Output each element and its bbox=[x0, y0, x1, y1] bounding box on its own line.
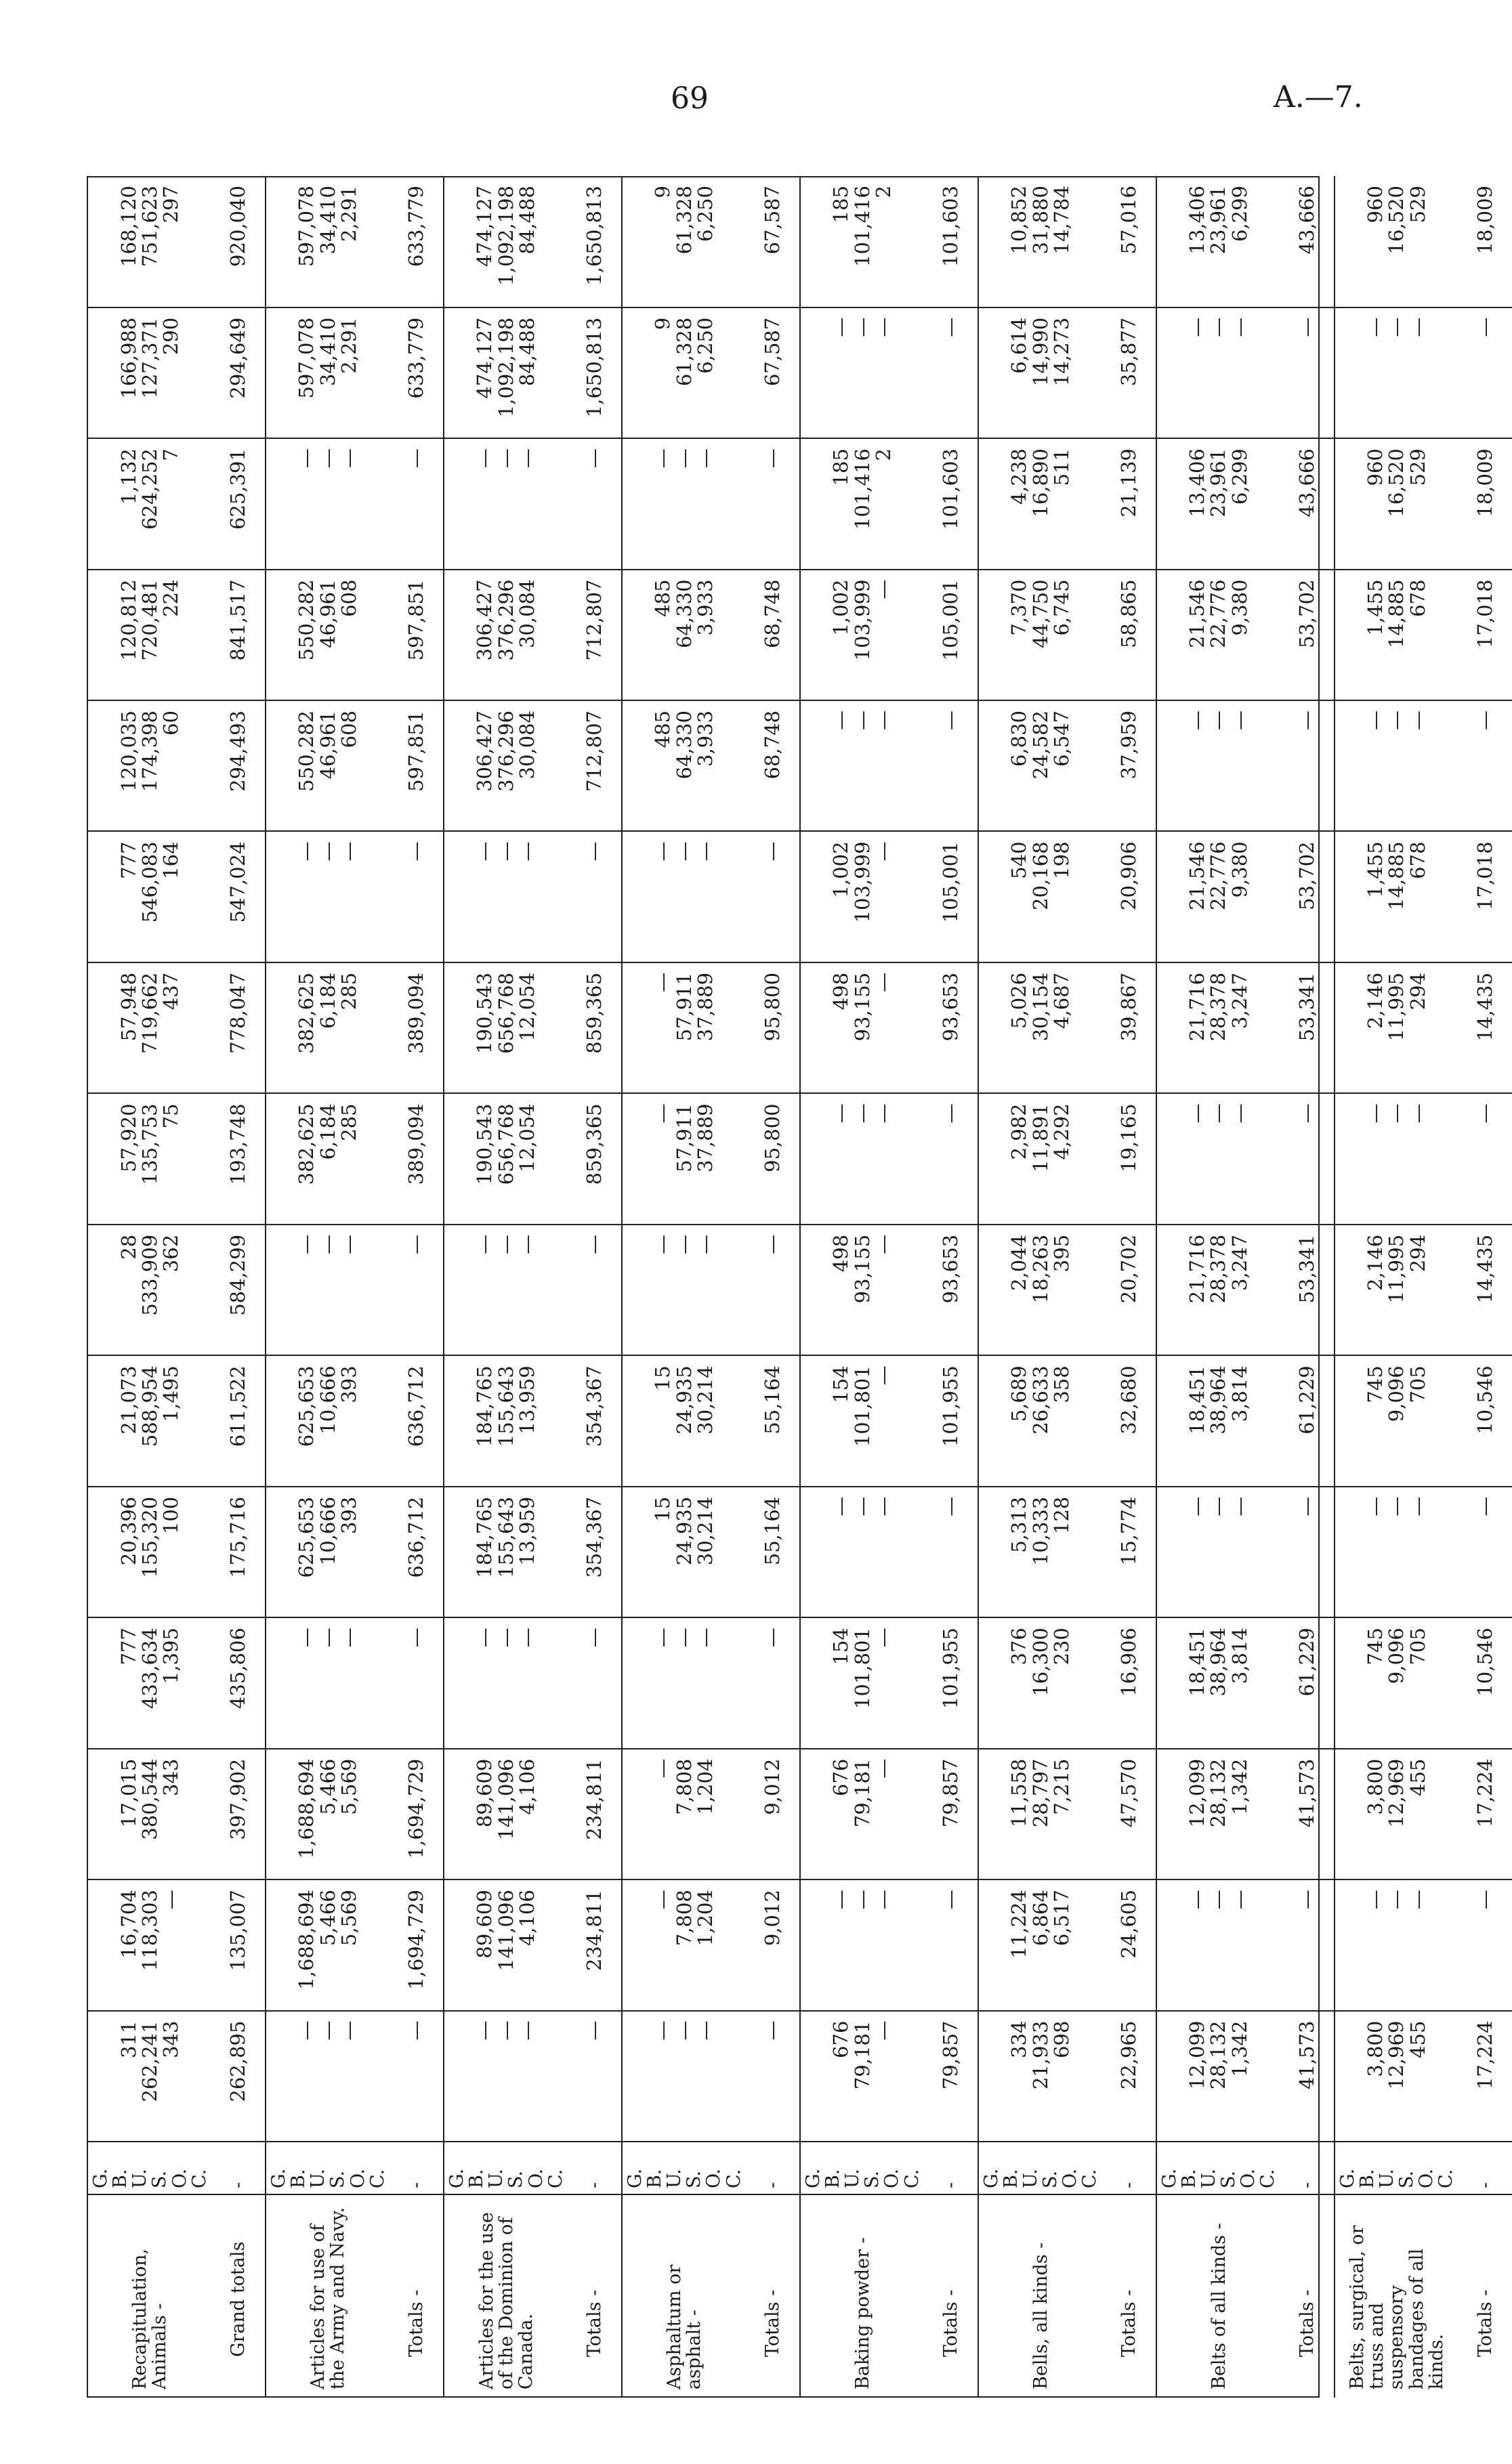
table-cell: 636,712 bbox=[390, 1355, 444, 1486]
rotated-table-wrapper bbox=[87, 176, 1496, 2398]
source-codes: - bbox=[1459, 2142, 1512, 2194]
table-cell: — — — bbox=[800, 1487, 925, 1617]
table-cell: 53,702 bbox=[1281, 570, 1335, 700]
table-cell: 625,653 10,666 393 bbox=[266, 1355, 390, 1486]
table-cell: 17,018 bbox=[1459, 570, 1512, 700]
table-cell: 1,002 103,999 — bbox=[800, 831, 925, 962]
source-codes: G. B. U. S. O. C. bbox=[800, 2142, 925, 2194]
table-cell: — bbox=[925, 1879, 978, 2010]
table-cell: — bbox=[1281, 1093, 1335, 1224]
table-cell: — — — bbox=[1335, 1879, 1459, 2010]
table-cell: 21,546 22,776 9,380 bbox=[1156, 831, 1281, 962]
table-row bbox=[1156, 176, 1281, 2398]
table-cell: 376 16,300 230 bbox=[978, 1617, 1103, 1748]
table-cell: 168,120 751,623 297 bbox=[87, 176, 212, 307]
table-cell: 101,603 bbox=[925, 438, 978, 569]
table-cell: 154 101,801 — bbox=[800, 1617, 925, 1748]
table-cell: — — — bbox=[266, 1225, 390, 1355]
table-cell: — — — bbox=[444, 438, 568, 569]
table-cell: 89,609 141,096 4,106 bbox=[444, 1879, 568, 2010]
table-cell: — bbox=[747, 1617, 800, 1748]
table-cell: — — — bbox=[622, 1225, 747, 1355]
table-cell: 777 433,634 1,395 bbox=[87, 1617, 212, 1748]
table-cell: — bbox=[1281, 700, 1335, 831]
table-cell: 58,865 bbox=[1103, 570, 1156, 700]
totals-row bbox=[568, 176, 622, 2398]
source-codes: - bbox=[925, 2142, 978, 2194]
table-cell: — bbox=[1459, 1487, 1512, 1617]
table-cell: — — — bbox=[266, 438, 390, 569]
table-cell: 184,765 155,643 13,959 bbox=[444, 1487, 568, 1617]
table-cell: 21,716 28,378 3,247 bbox=[1156, 1225, 1281, 1355]
table-cell: 21,716 28,378 3,247 bbox=[1156, 962, 1281, 1093]
table-cell: 17,015 380,544 343 bbox=[87, 1749, 212, 1879]
table-cell: 18,009 bbox=[1459, 176, 1512, 307]
table-cell: 15 24,935 30,214 bbox=[622, 1355, 747, 1486]
table-cell: 193,748 bbox=[212, 1093, 266, 1224]
table-cell: 20,702 bbox=[1103, 1225, 1156, 1355]
table-cell: 95,800 bbox=[747, 962, 800, 1093]
table-cell: — — — bbox=[1156, 1487, 1281, 1617]
table-cell: — — — bbox=[622, 831, 747, 962]
table-cell: 474,127 1,092,198 84,488 bbox=[444, 307, 568, 438]
totals-label: Totals - bbox=[1296, 2289, 1318, 2357]
table-cell: 21,139 bbox=[1103, 438, 1156, 569]
table-cell: 57,948 719,662 437 bbox=[87, 962, 212, 1093]
table-cell: 2,146 11,995 294 bbox=[1335, 962, 1459, 1093]
table-row bbox=[978, 176, 1103, 2398]
table-cell: 597,078 34,410 2,291 bbox=[266, 307, 390, 438]
table-row bbox=[1335, 176, 1459, 2398]
table-cell: — 7,808 1,204 bbox=[622, 1749, 747, 1879]
table-cell: 498 93,155 — bbox=[800, 1225, 925, 1355]
table-cell: 294,493 bbox=[212, 700, 266, 831]
table-cell: 597,078 34,410 2,291 bbox=[266, 176, 390, 307]
table-cell: 306,427 376,296 30,084 bbox=[444, 700, 568, 831]
table-cell: — bbox=[747, 1225, 800, 1355]
table-cell: 859,365 bbox=[568, 1093, 622, 1224]
table-cell: 14,435 bbox=[1459, 1225, 1512, 1355]
table-cell: 1,694,729 bbox=[390, 1879, 444, 2010]
table-cell: 101,603 bbox=[925, 176, 978, 307]
table-cell: 9,012 bbox=[747, 1749, 800, 1879]
table-cell: 435,806 bbox=[212, 1617, 266, 1748]
table-cell: 306,427 376,296 30,084 bbox=[444, 570, 568, 700]
table-cell: 68,748 bbox=[747, 700, 800, 831]
table-cell: 17,224 bbox=[1459, 1749, 1512, 1879]
table-cell: 540 20,168 198 bbox=[978, 831, 1103, 962]
table-cell: 17,018 bbox=[1459, 831, 1512, 962]
table-cell: 6,614 14,990 14,273 bbox=[978, 307, 1103, 438]
table-cell: — — — bbox=[1156, 1879, 1281, 2010]
totals-row bbox=[390, 176, 444, 2398]
table-cell: 13,406 23,961 6,299 bbox=[1156, 438, 1281, 569]
table-cell: 550,282 46,961 608 bbox=[266, 570, 390, 700]
table-cell: 1,455 14,885 678 bbox=[1335, 570, 1459, 700]
table-cell: — bbox=[925, 1093, 978, 1224]
table-cell: 474,127 1,092,198 84,488 bbox=[444, 176, 568, 307]
table-cell: 135,007 bbox=[212, 1879, 266, 2010]
table-cell: — — — bbox=[800, 1879, 925, 2010]
table-cell: 9 61,328 6,250 bbox=[622, 176, 747, 307]
table-cell: — bbox=[925, 700, 978, 831]
table-cell: 14,435 bbox=[1459, 962, 1512, 1093]
table-cell: 1,455 14,885 678 bbox=[1335, 831, 1459, 962]
table-cell: — 57,911 37,889 bbox=[622, 962, 747, 1093]
table-cell: 294,649 bbox=[212, 307, 266, 438]
table-cell: — bbox=[1281, 307, 1335, 438]
table-cell: 67,587 bbox=[747, 176, 800, 307]
table-cell: — bbox=[1281, 1487, 1335, 1617]
table-cell: 16,906 bbox=[1103, 1617, 1156, 1748]
table-cell: — — — bbox=[1156, 700, 1281, 831]
table-cell: 79,857 bbox=[925, 1749, 978, 1879]
table-cell: 334 21,933 698 bbox=[978, 2011, 1103, 2142]
totals-row bbox=[1103, 176, 1156, 2398]
table-row bbox=[87, 176, 212, 2398]
table-cell: 485 64,330 3,933 bbox=[622, 570, 747, 700]
table-cell: 354,367 bbox=[568, 1355, 622, 1486]
table-cell: 11,558 28,797 7,215 bbox=[978, 1749, 1103, 1879]
table-cell: 154 101,801 — bbox=[800, 1355, 925, 1486]
table-cell: 960 16,520 529 bbox=[1335, 176, 1459, 307]
table-cell: 20,396 155,320 100 bbox=[87, 1487, 212, 1617]
table-cell: 185 101,416 2 bbox=[800, 176, 925, 307]
table-cell: 79,857 bbox=[925, 2011, 978, 2142]
table-cell: 712,807 bbox=[568, 570, 622, 700]
table-cell: — bbox=[568, 831, 622, 962]
table-cell: 234,811 bbox=[568, 1749, 622, 1879]
table-cell: 55,164 bbox=[747, 1487, 800, 1617]
row-label: Articles for use of the Army and Navy. bbox=[266, 2194, 390, 2398]
table-cell: — — — bbox=[1335, 1487, 1459, 1617]
table-cell: — bbox=[568, 1225, 622, 1355]
table-cell: — bbox=[568, 2011, 622, 2142]
table-cell: — — — bbox=[266, 2011, 390, 2142]
table-cell: 53,341 bbox=[1281, 1225, 1335, 1355]
totals-label: Totals - bbox=[584, 2289, 606, 2357]
totals-row bbox=[747, 176, 800, 2398]
table-cell: 841,517 bbox=[212, 570, 266, 700]
source-codes: - bbox=[568, 2142, 622, 2194]
table-cell: 485 64,330 3,933 bbox=[622, 700, 747, 831]
table-cell: 12,099 28,132 1,342 bbox=[1156, 2011, 1281, 2142]
table-cell: — — — bbox=[444, 831, 568, 962]
table-cell: 10,546 bbox=[1459, 1355, 1512, 1486]
table-cell: — — — bbox=[800, 307, 925, 438]
table-cell: 57,016 bbox=[1103, 176, 1156, 307]
totals-label: Totals - bbox=[1474, 2289, 1496, 2357]
table-cell: — — — bbox=[444, 2011, 568, 2142]
table-cell: 18,451 38,964 3,814 bbox=[1156, 1617, 1281, 1748]
table-cell: 105,001 bbox=[925, 570, 978, 700]
table-cell: 184,765 155,643 13,959 bbox=[444, 1355, 568, 1486]
table-cell: — — — bbox=[1335, 1093, 1459, 1224]
table-cell: — — — bbox=[444, 1617, 568, 1748]
table-cell: 89,609 141,096 4,106 bbox=[444, 1749, 568, 1879]
table-cell: — — — bbox=[800, 1093, 925, 1224]
table-cell: — bbox=[390, 2011, 444, 2142]
totals-label: Totals - bbox=[762, 2289, 784, 2357]
table-cell: 7,370 44,750 6,745 bbox=[978, 570, 1103, 700]
table-cell: 15,774 bbox=[1103, 1487, 1156, 1617]
source-codes: G. B. U. S. O. C. bbox=[622, 2142, 747, 2194]
row-label: Asphaltum or asphalt - bbox=[622, 2194, 747, 2398]
table-cell: — — — bbox=[1335, 700, 1459, 831]
table-cell: 389,094 bbox=[390, 1093, 444, 1224]
totals-row bbox=[1459, 176, 1512, 2398]
table-cell: 636,712 bbox=[390, 1487, 444, 1617]
totals-label: Grand totals bbox=[228, 2241, 249, 2357]
table-cell: 859,365 bbox=[568, 962, 622, 1093]
table-cell: 101,955 bbox=[925, 1617, 978, 1748]
table-row bbox=[800, 176, 925, 2398]
table-cell: 597,851 bbox=[390, 570, 444, 700]
totals-label: Totals - bbox=[1118, 2289, 1140, 2357]
table-cell: — bbox=[390, 1225, 444, 1355]
table-row bbox=[622, 176, 747, 2398]
table-cell: 10,852 31,880 14,784 bbox=[978, 176, 1103, 307]
source-codes: G. B. U. S. O. C. bbox=[1156, 2142, 1281, 2194]
table-cell: 2,044 18,263 395 bbox=[978, 1225, 1103, 1355]
table-cell: 1,132 624,252 7 bbox=[87, 438, 212, 569]
table-cell: 611,522 bbox=[212, 1355, 266, 1486]
totals-label: Totals - bbox=[940, 2289, 962, 2357]
totals-label: Totals - bbox=[406, 2289, 427, 2357]
table-cell: 11,224 6,864 6,517 bbox=[978, 1879, 1103, 2010]
table-cell: 778,047 bbox=[212, 962, 266, 1093]
table-cell: — 57,911 37,889 bbox=[622, 1093, 747, 1224]
table-cell: 17,224 bbox=[1459, 2011, 1512, 2142]
table-cell: 15 24,935 30,214 bbox=[622, 1487, 747, 1617]
table-cell: 32,680 bbox=[1103, 1355, 1156, 1486]
table-cell: 597,851 bbox=[390, 700, 444, 831]
table-cell: 61,229 bbox=[1281, 1617, 1335, 1748]
table-cell: — bbox=[568, 438, 622, 569]
table-cell: 12,099 28,132 1,342 bbox=[1156, 1749, 1281, 1879]
table-cell: — bbox=[925, 1487, 978, 1617]
table-cell: 37,959 bbox=[1103, 700, 1156, 831]
table-cell: 960 16,520 529 bbox=[1335, 438, 1459, 569]
table-row bbox=[266, 176, 390, 2398]
table-cell: 21,073 588,954 1,495 bbox=[87, 1355, 212, 1486]
table-cell: — bbox=[747, 438, 800, 569]
table-body bbox=[87, 176, 1512, 2398]
table-cell: 105,001 bbox=[925, 831, 978, 962]
table-cell: 61,229 bbox=[1281, 1355, 1335, 1486]
table-cell: — bbox=[1459, 1093, 1512, 1224]
table-cell: 16,704 118,303 — bbox=[87, 1879, 212, 2010]
source-codes: G. B. U. S. O. C. bbox=[978, 2142, 1103, 2194]
table-cell: — bbox=[1459, 700, 1512, 831]
table-cell: — — — bbox=[800, 700, 925, 831]
table-cell: 1,650,813 bbox=[568, 176, 622, 307]
source-codes: G. B. U. S. O. C. bbox=[266, 2142, 390, 2194]
row-label: Bells, all kinds - bbox=[978, 2194, 1103, 2398]
table-cell: 389,094 bbox=[390, 962, 444, 1093]
page-number: 69 bbox=[671, 81, 709, 116]
table-cell: 22,965 bbox=[1103, 2011, 1156, 2142]
totals-row bbox=[212, 176, 266, 2398]
table-cell: 20,906 bbox=[1103, 831, 1156, 962]
table-cell: 382,625 6,184 285 bbox=[266, 962, 390, 1093]
row-label: Articles for the use of the Dominion of Canada. bbox=[444, 2194, 568, 2398]
table-cell: 712,807 bbox=[568, 700, 622, 831]
table-cell: — — — bbox=[1156, 307, 1281, 438]
source-codes: G. B. U. S. O. C. bbox=[1335, 2142, 1459, 2194]
table-cell: 166,988 127,371 290 bbox=[87, 307, 212, 438]
table-cell: 777 546,083 164 bbox=[87, 831, 212, 962]
table-cell: 5,313 10,333 128 bbox=[978, 1487, 1103, 1617]
table-row bbox=[444, 176, 568, 2398]
table-cell: 95,800 bbox=[747, 1093, 800, 1224]
table-cell: 39,867 bbox=[1103, 962, 1156, 1093]
table-cell: 625,653 10,666 393 bbox=[266, 1487, 390, 1617]
table-cell: 4,238 16,890 511 bbox=[978, 438, 1103, 569]
table-cell: 1,688,694 5,466 5,569 bbox=[266, 1749, 390, 1879]
row-label: Belts of all kinds - bbox=[1156, 2194, 1281, 2398]
table-cell: 354,367 bbox=[568, 1487, 622, 1617]
table-cell: 175,716 bbox=[212, 1487, 266, 1617]
table-cell: 43,666 bbox=[1281, 176, 1335, 307]
table-cell: 53,702 bbox=[1281, 831, 1335, 962]
totals-row bbox=[925, 176, 978, 2398]
table-cell: — — — bbox=[266, 831, 390, 962]
table-cell: 584,299 bbox=[212, 1225, 266, 1355]
table-cell: 382,625 6,184 285 bbox=[266, 1093, 390, 1224]
table-cell: 10,546 bbox=[1459, 1617, 1512, 1748]
table-cell: 190,543 656,768 12,054 bbox=[444, 1093, 568, 1224]
table-cell: 57,920 135,753 75 bbox=[87, 1093, 212, 1224]
table-cell: 633,779 bbox=[390, 307, 444, 438]
table-cell: 185 101,416 2 bbox=[800, 438, 925, 569]
table-cell: 1,650,813 bbox=[568, 307, 622, 438]
table-cell: 1,002 103,999 — bbox=[800, 570, 925, 700]
table-cell: 2,982 11,891 4,292 bbox=[978, 1093, 1103, 1224]
table-cell: 633,779 bbox=[390, 176, 444, 307]
table-cell: 676 79,181 — bbox=[800, 1749, 925, 1879]
table-cell: 190,543 656,768 12,054 bbox=[444, 962, 568, 1093]
table-cell: — — — bbox=[622, 438, 747, 569]
table-cell: 311 262,241 343 bbox=[87, 2011, 212, 2142]
table-cell: — — — bbox=[622, 1617, 747, 1748]
page-reference: A.—7. bbox=[1274, 80, 1363, 114]
statistics-table bbox=[87, 176, 1512, 2398]
table-cell: 13,406 23,961 6,299 bbox=[1156, 176, 1281, 307]
table-cell: 18,451 38,964 3,814 bbox=[1156, 1355, 1281, 1486]
table-cell: 498 93,155 — bbox=[800, 962, 925, 1093]
table-cell: 550,282 46,961 608 bbox=[266, 700, 390, 831]
table-cell: 625,391 bbox=[212, 438, 266, 569]
row-label: Recapitulation, Animals - bbox=[87, 2194, 212, 2398]
table-cell: 9 61,328 6,250 bbox=[622, 307, 747, 438]
table-cell: 1,694,729 bbox=[390, 1749, 444, 1879]
table-cell: 67,587 bbox=[747, 307, 800, 438]
table-cell: — bbox=[390, 831, 444, 962]
source-codes: - bbox=[212, 2142, 266, 2194]
table-cell: 745 9,096 705 bbox=[1335, 1617, 1459, 1748]
table-cell: — bbox=[390, 438, 444, 569]
row-label: Belts, surgical, or truss and suspensory bandages of all kinds. bbox=[1335, 2194, 1459, 2398]
table-cell: 41,573 bbox=[1281, 1749, 1335, 1879]
table-cell: 6,830 24,582 6,547 bbox=[978, 700, 1103, 831]
table-cell: — bbox=[925, 307, 978, 438]
table-cell: 262,895 bbox=[212, 2011, 266, 2142]
table-cell: 55,164 bbox=[747, 1355, 800, 1486]
table-cell: — bbox=[568, 1617, 622, 1748]
table-cell: — — — bbox=[444, 1225, 568, 1355]
source-codes: - bbox=[390, 2142, 444, 2194]
table-cell: 3,800 12,969 455 bbox=[1335, 1749, 1459, 1879]
source-codes: G. B. U. S. O. C. bbox=[87, 2142, 212, 2194]
table-cell: 24,605 bbox=[1103, 1879, 1156, 2010]
source-codes: - bbox=[1281, 2142, 1335, 2194]
source-codes: G. B. U. S. O. C. bbox=[444, 2142, 568, 2194]
table-cell: 47,570 bbox=[1103, 1749, 1156, 1879]
table-cell: 68,748 bbox=[747, 570, 800, 700]
source-codes: - bbox=[1103, 2142, 1156, 2194]
table-cell: 3,800 12,969 455 bbox=[1335, 2011, 1459, 2142]
table-cell: — bbox=[1459, 307, 1512, 438]
table-cell: 53,341 bbox=[1281, 962, 1335, 1093]
table-cell: — bbox=[747, 2011, 800, 2142]
totals-row bbox=[1281, 176, 1335, 2398]
table-cell: 745 9,096 705 bbox=[1335, 1355, 1459, 1486]
table-cell: — — — bbox=[622, 2011, 747, 2142]
table-cell: 5,026 30,154 4,687 bbox=[978, 962, 1103, 1093]
table-cell: 234,811 bbox=[568, 1879, 622, 2010]
table-cell: 397,902 bbox=[212, 1749, 266, 1879]
table-cell: — bbox=[1281, 1879, 1335, 2010]
table-cell: — — — bbox=[1335, 307, 1459, 438]
source-codes: - bbox=[747, 2142, 800, 2194]
table-cell: 35,877 bbox=[1103, 307, 1156, 438]
table-cell: 547,024 bbox=[212, 831, 266, 962]
row-label: Baking powder - bbox=[800, 2194, 925, 2398]
table-cell: 43,666 bbox=[1281, 438, 1335, 569]
table-cell: 120,035 174,398 60 bbox=[87, 700, 212, 831]
table-cell: 101,955 bbox=[925, 1355, 978, 1486]
table-cell: 120,812 720,481 224 bbox=[87, 570, 212, 700]
table-cell: 2,146 11,995 294 bbox=[1335, 1225, 1459, 1355]
table-cell: — — — bbox=[266, 1617, 390, 1748]
table-cell: 28 533,909 362 bbox=[87, 1225, 212, 1355]
table-cell: 93,653 bbox=[925, 962, 978, 1093]
table-cell: 19,165 bbox=[1103, 1093, 1156, 1224]
table-cell: 41,573 bbox=[1281, 2011, 1335, 2142]
table-cell: — bbox=[1459, 1879, 1512, 2010]
table-cell: 676 79,181 — bbox=[800, 2011, 925, 2142]
table-cell: — — — bbox=[1156, 1093, 1281, 1224]
table-cell: 21,546 22,776 9,380 bbox=[1156, 570, 1281, 700]
table-cell: 1,688,694 5,466 5,569 bbox=[266, 1879, 390, 2010]
table-cell: 9,012 bbox=[747, 1879, 800, 2010]
table-cell: 93,653 bbox=[925, 1225, 978, 1355]
table-cell: — 7,808 1,204 bbox=[622, 1879, 747, 2010]
table-cell: 18,009 bbox=[1459, 438, 1512, 569]
table-cell: — bbox=[747, 831, 800, 962]
table-cell: — bbox=[390, 1617, 444, 1748]
table-cell: 5,689 26,633 358 bbox=[978, 1355, 1103, 1486]
table-cell: 920,040 bbox=[212, 176, 266, 307]
